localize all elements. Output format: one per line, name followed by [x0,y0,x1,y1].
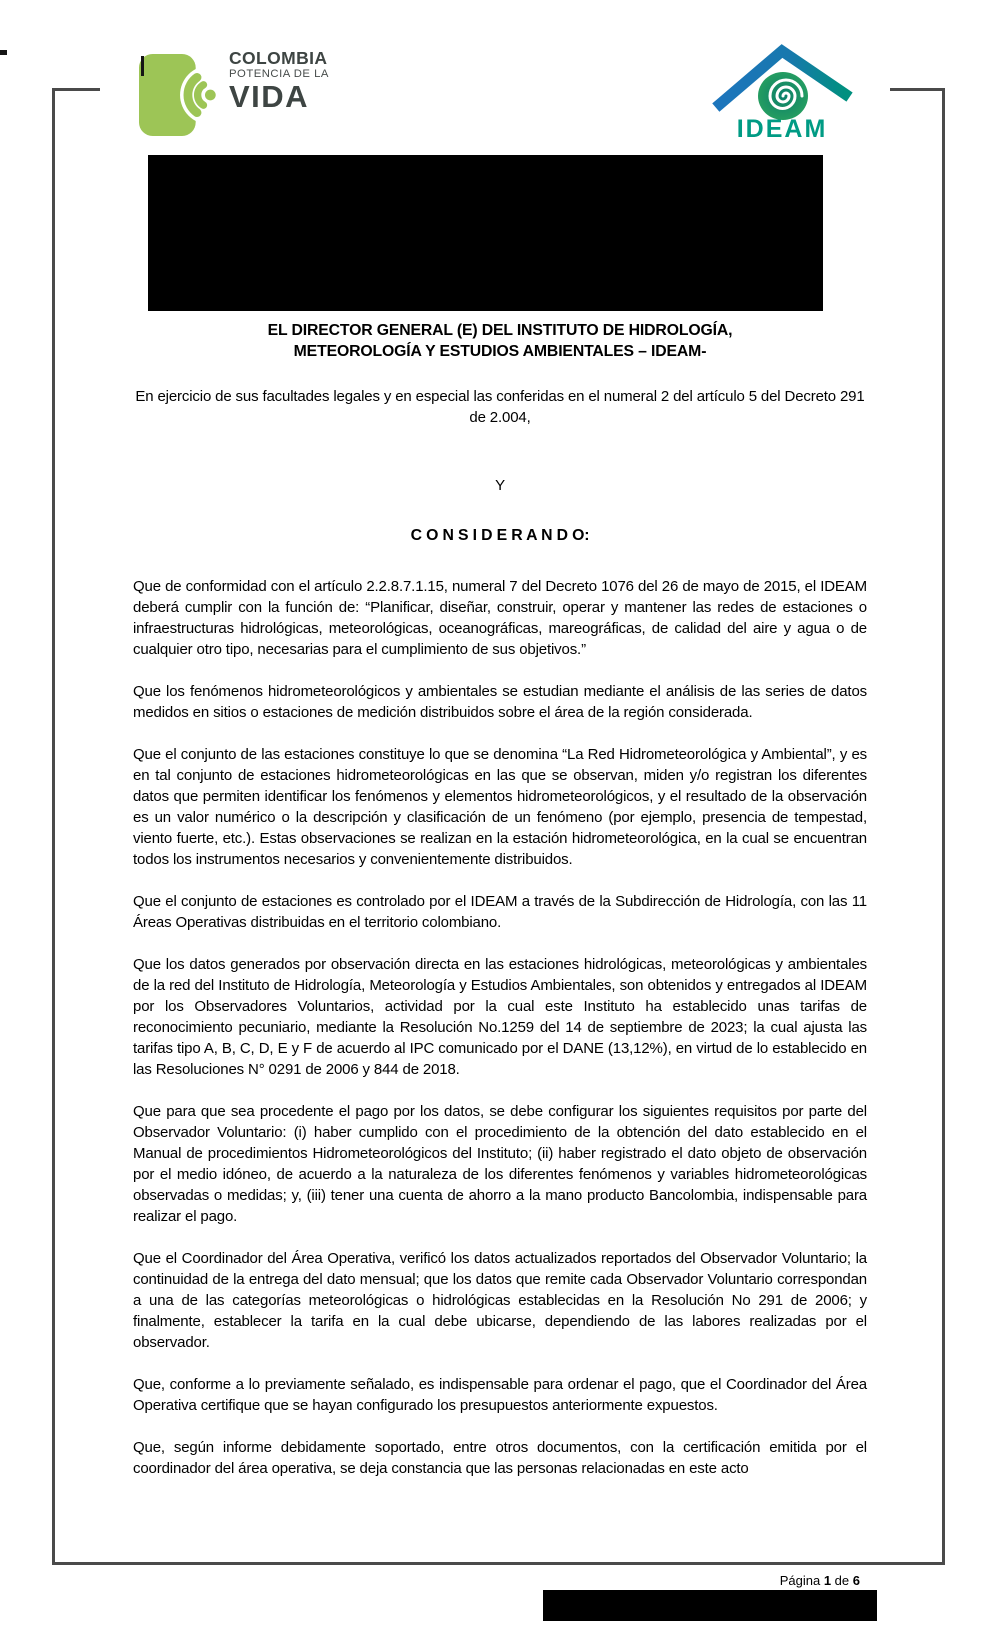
colombia-logo-line1: COLOMBIA [229,48,328,68]
redacted-block-main [148,155,823,311]
ideam-logo [708,38,854,147]
paragraph-1: Que de conformidad con el artículo 2.2.8.7.1.15, numeral 7 del Decreto 1076 del 26 de mayo de 2015, el IDEAM deberá cumplir con la función de: “Planificar, diseñar, construir, operar y mantener las redes de estaciones o infraestructuras hidrológicas, meteorológicas, oceanográficas, mareográficas, de calidad del aire y agua o de cualquier otro tipo, necesarias para el cumplimiento de sus objetivos.” [133,578,867,658]
page-word: Página [779,1573,821,1588]
cursor-artifact [141,56,144,76]
document-title [133,320,867,362]
faculties-subtitle: En ejercicio de sus facultades legales y en especial las conferidas en el numeral 2 del artículo 5 del Decreto 291 de 2.004, [135,388,865,426]
paragraph-2: Que los fenómenos hidrometeorológicos y ambientales se estudian mediante el análisis de las series de datos medidos en sitios o estaciones de medición distribuidos sobre el área de la región considerada. [133,683,867,721]
paragraph-6: Que para que sea procedente el pago por los datos, se debe configurar los siguientes requisitos por parte del Observador Voluntario: (i) haber cumplido con el procedimiento de la obtención del dato establecido en el Manual de procedimientos Hidrometeorológicos del Instituto; (ii) haber registrado el dato objeto de observación por el medio idóneo, de acuerdo a la naturaleza de los diferentes fenómenos y variables hidrometeorológicas observadas o medidas; y, (iii) tener una cuenta de ahorro a la mano producto Bancolombia, indispensable para realizar el pago. [133,1103,867,1225]
conjunction-y: Y [495,477,505,494]
document-title-line2: METEOROLOGÍA Y ESTUDIOS AMBIENTALES – IDEAM- [293,343,707,360]
colombia-logo-line2: POTENCIA DE LA [229,68,329,80]
colombia-logo-icon [139,49,225,141]
paragraph-3: Que el conjunto de las estaciones constituye lo que se denomina “La Red Hidrometeorológica y Ambiental”, y es en tal conjunto de estaciones hidrometeorológicas en las que se observan, miden y/o registran los diferentes datos que permiten identificar los fenómenos y elementos hidrometeorológicos, y el resultado de la observación es un valor numérico o la descripción y clasificación de un fenómeno (por ejemplo, presencia de tempestad, viento fuerte, etc.). Estas observaciones se realizan en la estación hidrometeorológica, en la cual se encuentran todos los instrumentos necesarios y convenientemente distribuidos. [133,746,867,868]
page-number: 1 [823,1573,832,1588]
document-title-line1: EL DIRECTOR GENERAL (E) DEL INSTITUTO DE HIDROLOGÍA, [267,322,733,339]
paragraph-5: Que los datos generados por observación directa en las estaciones hidrológicas, meteorológicas y ambientales de la red del Instituto de Hidrología, Meteorología y Estudios Ambientales, son obtenidos y entregados al IDEAM por los Observadores Voluntarios, actividad por la cual este Instituto ha establecido unas tarifas de reconocimiento pecuniario, mediante la Resolución No.1259 del 14 de septiembre de 2023; la cual ajusta las tarifas tipo A, B, C, D, E y F de acuerdo al IPC comunicado por el DANE (13,12%), en virtud de lo establecido en las Resoluciones N° 0291 de 2006 y 844 de 2018. [133,956,867,1078]
page-of-word: de [834,1573,850,1588]
colombia-potencia-vida-logo [137,47,335,143]
ideam-logo-icon [708,38,854,142]
paragraph-8: Que, conforme a lo previamente señalado, es indispensable para ordenar el pago, que el Coordinador del Área Operativa certifique que se hayan configurado los presupuestos anteriormente expuestos. [133,1376,867,1414]
paragraph-9: Que, según informe debidamente soportado, entre otros documentos, con la certificación emitida por el coordinador del área operativa, se deja constancia que las personas relacionadas en este acto [133,1439,867,1477]
scan-artifact-dash [0,50,7,55]
colombia-logo-line3: VIDA [229,79,310,114]
redacted-block-footer [543,1590,877,1621]
paragraph-4: Que el conjunto de estaciones es controlado por el IDEAM a través de la Subdirección de Hidrología, con las 11 Áreas Operativas distribuidas en el territorio colombiano. [133,893,867,931]
ideam-logo-label: IDEAM [736,115,828,142]
paragraph-7: Que el Coordinador del Área Operativa, verificó los datos actualizados reportados del Observador Voluntario; la continuidad de la entrega del dato mensual; que los datos que remite cada Observador Voluntario correspondan a una de las categorías meteorológicas o hidrológicas establecidas en la Resolución No 291 de 2006; y finalmente, establecer la tarifa en la cual debe ubicarse, dependiendo de las labores realizadas por el observador. [133,1250,867,1351]
colombia-logo-text [229,49,329,112]
page-total: 6 [852,1573,860,1588]
page-number-indicator [780,1573,860,1588]
document-body [133,320,867,1500]
considerando-heading: C O N S I D E R A N D O: [410,527,590,544]
